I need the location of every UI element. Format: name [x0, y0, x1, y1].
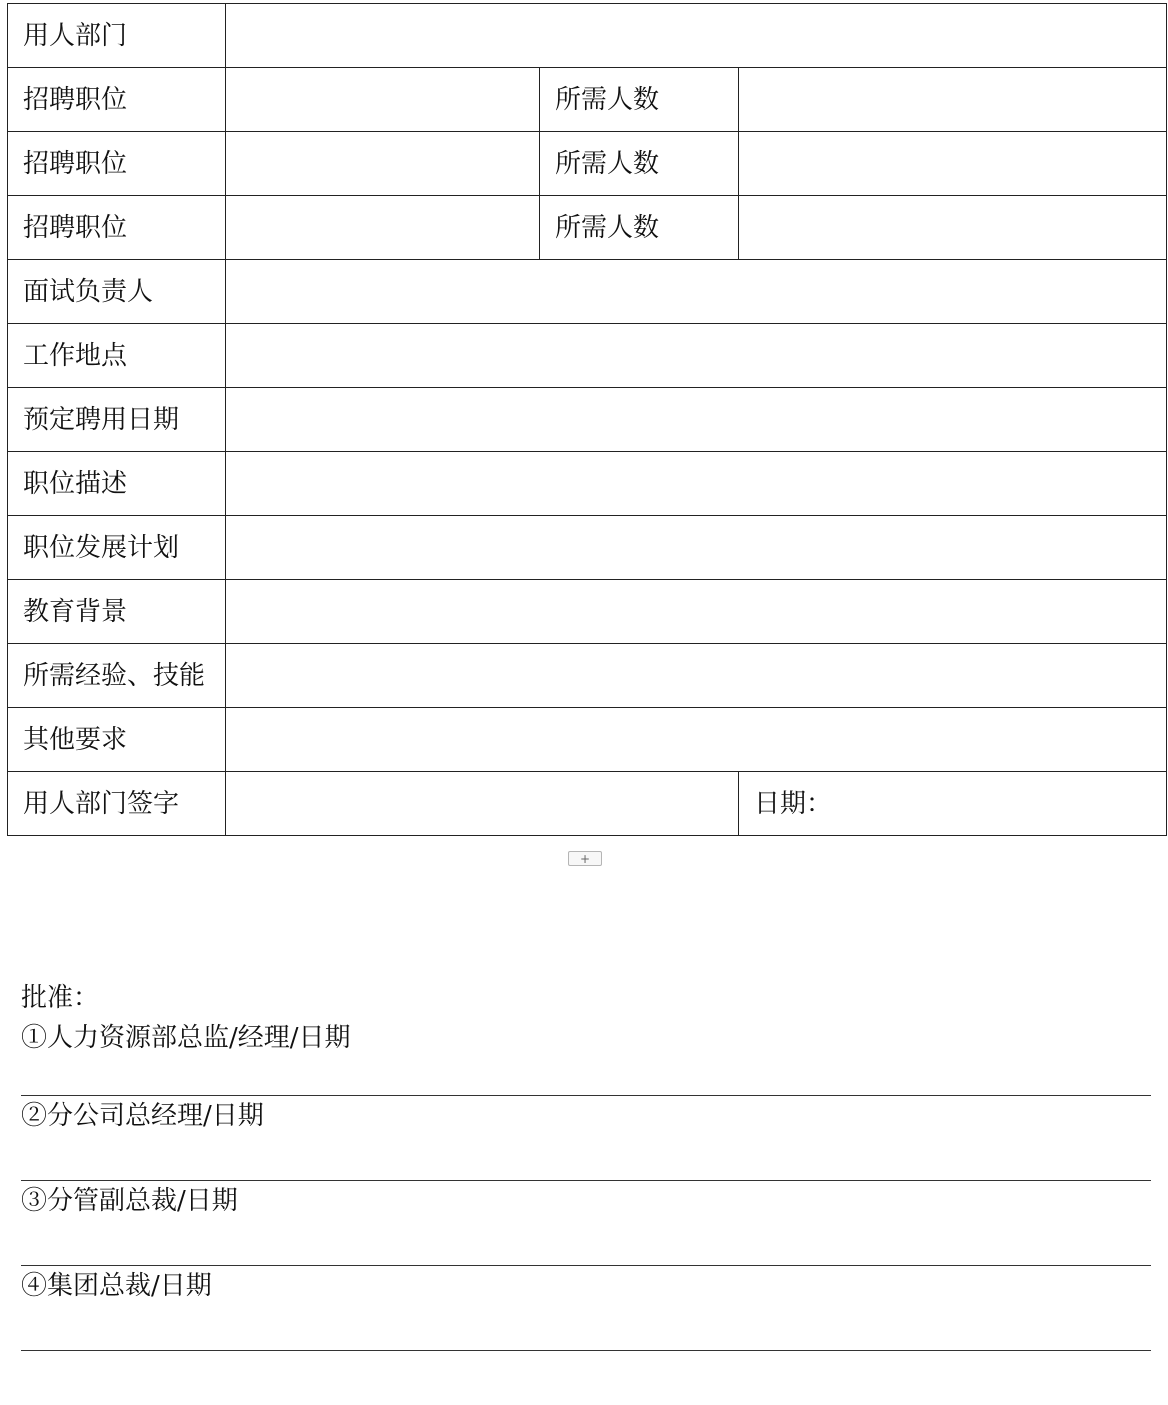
education-input-cell[interactable] — [226, 580, 1167, 644]
approval-item-vice-president — [21, 1181, 1151, 1266]
table-row — [8, 452, 1167, 516]
approval-section — [21, 978, 1151, 1351]
field-label-planned-hire-date: 预定聘用日期 — [8, 388, 226, 452]
interviewer-input-cell[interactable] — [226, 260, 1167, 324]
table-row — [8, 68, 1167, 132]
position-input-cell[interactable] — [226, 132, 540, 196]
approval-item-label: ①人力资源部总监/经理/日期 — [21, 1023, 351, 1053]
field-label-headcount: 所需人数 — [540, 132, 739, 196]
field-label-position: 招聘职位 — [8, 68, 226, 132]
recruitment-request-table — [7, 3, 1167, 836]
field-label-career-plan: 职位发展计划 — [8, 516, 226, 580]
field-label-department-signature: 用人部门签字 — [8, 772, 226, 836]
field-label-other-requirements: 其他要求 — [8, 708, 226, 772]
career-plan-input-cell[interactable] — [226, 516, 1167, 580]
table-row — [8, 388, 1167, 452]
experience-skills-input-cell[interactable] — [226, 644, 1167, 708]
field-label-hiring-department: 用人部门 — [8, 4, 226, 68]
job-description-input-cell[interactable] — [226, 452, 1167, 516]
table-row — [8, 4, 1167, 68]
table-row — [8, 580, 1167, 644]
field-label-position: 招聘职位 — [8, 196, 226, 260]
field-label-headcount: 所需人数 — [540, 196, 739, 260]
approval-item-branch-gm — [21, 1096, 1151, 1181]
other-requirements-input-cell[interactable] — [226, 708, 1167, 772]
field-label-position: 招聘职位 — [8, 132, 226, 196]
work-location-input-cell[interactable] — [226, 324, 1167, 388]
field-label-interviewer: 面试负责人 — [8, 260, 226, 324]
approval-item-group-president — [21, 1266, 1151, 1351]
field-label-headcount: 所需人数 — [540, 68, 739, 132]
field-label-experience-skills: 所需经验、技能 — [8, 644, 226, 708]
field-label-education: 教育背景 — [8, 580, 226, 644]
add-row-button[interactable]: + — [568, 851, 602, 866]
table-row — [8, 260, 1167, 324]
table-row — [8, 132, 1167, 196]
approval-item-label: ②分公司总经理/日期 — [21, 1101, 264, 1131]
approval-item-hr-director — [21, 1018, 1151, 1096]
approval-item-label: ④集团总裁/日期 — [21, 1271, 212, 1301]
department-signature-input-cell[interactable] — [226, 772, 739, 836]
table-row — [8, 324, 1167, 388]
signature-date-cell[interactable]: 日期： — [739, 772, 1167, 836]
approval-title: 批准： — [21, 983, 100, 1013]
position-input-cell[interactable] — [226, 68, 540, 132]
table-row — [8, 708, 1167, 772]
table-row — [8, 516, 1167, 580]
headcount-input-cell[interactable] — [739, 68, 1167, 132]
position-input-cell[interactable] — [226, 196, 540, 260]
table-row — [8, 644, 1167, 708]
field-label-job-description: 职位描述 — [8, 452, 226, 516]
hiring-department-input-cell[interactable] — [226, 4, 1167, 68]
approval-item-label: ③分管副总裁/日期 — [21, 1186, 238, 1216]
headcount-input-cell[interactable] — [739, 196, 1167, 260]
table-row — [8, 772, 1167, 836]
field-label-work-location: 工作地点 — [8, 324, 226, 388]
table-row — [8, 196, 1167, 260]
headcount-input-cell[interactable] — [739, 132, 1167, 196]
planned-hire-date-input-cell[interactable] — [226, 388, 1167, 452]
signature-line[interactable] — [21, 1350, 1151, 1351]
